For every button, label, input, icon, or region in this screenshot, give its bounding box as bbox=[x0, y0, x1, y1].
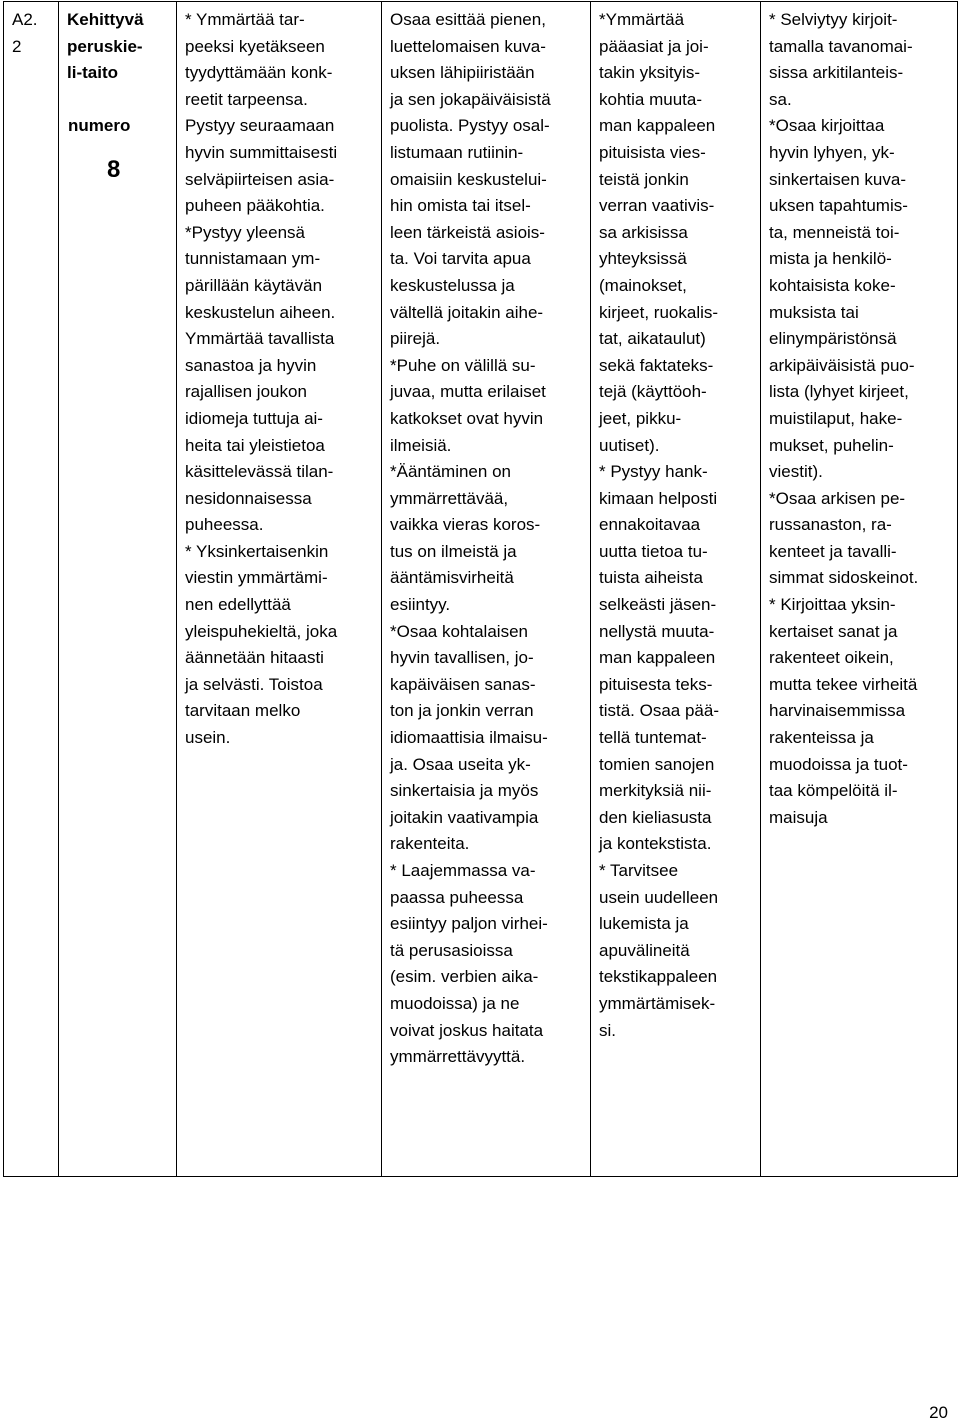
writing-description: * Selviytyy kirjoit- tamalla tavanomai- sissa arkitilanteis- sa. *Osaa kirjoittaa hyvin lyhyen, yk- sinkertaisen kuva- uksen tapahtumis- ta, menneistä toi- mista ja henkilö- kohtaisista koke- muksista tai elinympäristönsä arkipäiväisistä puo- lista (lyhyet kirjeet, muistilaput, hake- mukset, puhelin- viestit). *Osaa arkisen pe- russanaston, ra- kenteet ja tavalli- simmat sidoskeinot. * Kirjoittaa yksin- kertaiset sanat ja rakenteet oikein, mutta tekee virheitä harvinaisemmissa rakenteissa ja muodoissa ja tuot- taa kömpelöitä il- maisuja bbox=[769, 10, 919, 827]
level-code: A2. 2 bbox=[12, 10, 38, 56]
level-name-cell bbox=[59, 2, 177, 1177]
speaking-cell bbox=[382, 2, 591, 1177]
number-label: numero bbox=[68, 115, 131, 135]
number-value: 8 bbox=[107, 156, 121, 184]
writing-cell bbox=[761, 2, 958, 1177]
speaking-description: Osaa esittää pienen, luettelomaisen kuva- uksen lähipiiristään ja sen jokapäiväisistä puolista. Pystyy osal- listumaan rutiinin- omaisiin keskustelui- hin omista tai itsel- leen tärkeistä asiois- ta. Voi tarvita apua keskustelussa ja vältellä joitakin aihe- piirejä. *Puhe on välillä su- juvaa, mutta erilaiset katkokset ovat hyvin ilmeisiä. *Ääntäminen on ymmärrettävää, vaikka vieras koros- tus on ilmeistä ja ääntämisvirheitä esiintyy. *Osaa kohtalaisen hyvin tavallisen, jo- kapäiväisen sanas- ton ja jonkin verran idiomaattisia ilmaisu- ja. Osaa useita yk- sinkertaisia ja myös joitakin vaativampia rakenteita. * Laajemmassa va- paassa puheessa esiintyy paljon virhei- tä perusasioissa (esim. verbien aika- muodoissa) ja ne voivat joskus haitata ymmärrettävyyttä. bbox=[390, 10, 551, 1067]
reading-cell bbox=[591, 2, 761, 1177]
listening-description: * Ymmärtää tar- peeksi kyetäkseen tyydyttämään konk- reetit tarpeensa. Pystyy seuraamaan hyvin summittaisesti selväpiirteisen asia- puheen pääkohtia. *Pystyy yleensä tunnistamaan ym- pärillään käytävän keskustelun aiheen. Ymmärtää tavallista sanastoa ja hyvin rajallisen joukon idiomeja tuttuja ai- heita tai yleistietoa käsittelevässä tilan- nesidonnaisessa puheessa. * Yksinkertaisenkin viestin ymmärtämi- nen edellyttää yleispuhekieltä, joka äännetään hitaasti ja selvästi. Toistoa tarvitaan melko usein. bbox=[185, 10, 338, 748]
level-code-cell bbox=[4, 2, 59, 1177]
table-row bbox=[4, 2, 958, 1177]
proficiency-level-table bbox=[3, 1, 958, 1177]
listening-cell bbox=[177, 2, 382, 1177]
reading-description: *Ymmärtää pääasiat ja joi- takin yksityis- kohtia muuta- man kappaleen pituisista vies- teistä jonkin verran vaativis- sa arkisissa yhteyksissä (mainokset, kirjeet, ruokalis- tat, aikataulut) sekä faktateks- tejä (käyttöoh- jeet, pikku- uutiset). * Pystyy hank- kimaan helposti ennakoitavaa uutta tietoa tu- tuista aiheista selkeästi jäsen- nellystä muuta- man kappaleen pituisesta teks- tistä. Osaa pää- tellä tuntemat- tomien sanojen merkityksiä nii- den kieliasusta ja kontekstista. * Tarvitsee usein uudelleen lukemista ja apuvälineitä tekstikappaleen ymmärtämisek- si. bbox=[599, 10, 720, 1040]
page-number: 20 bbox=[929, 1403, 948, 1422]
level-name: Kehittyvä peruskie- li-taito bbox=[67, 10, 144, 83]
